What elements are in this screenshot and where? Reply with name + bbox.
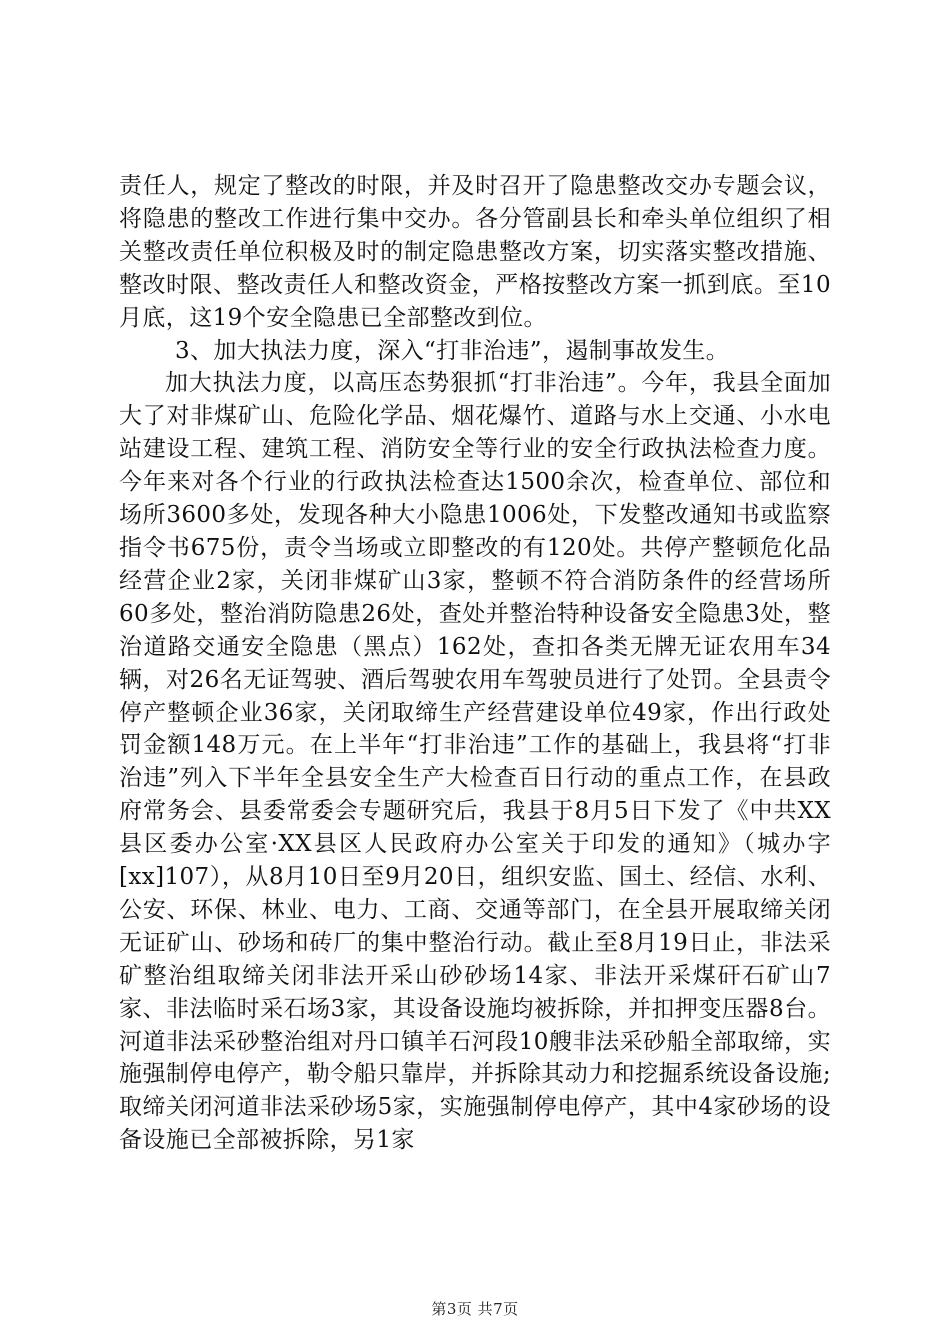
- paragraph-continued: 责任人，规定了整改的时限，并及时召开了隐患整改交办专题会议，将隐患的整改工作进行集中交办。各分管副县长和牵头单位组织了相关整改责任单位积极及时的制定隐患整改方案，切实落实整改措施、整改时限、整改责任人和整改资金，严格按整改方案一抓到底。至10月底，这19个安全隐患已全部整改到位。: [119, 173, 831, 331]
- paragraph-body: 加大执法力度，以高压态势狠抓“打非治违”。今年，我县全面加大了对非煤矿山、危险化学品、烟花爆竹、道路与水上交通、小水电站建设工程、建筑工程、消防安全等行业的安全行政执法检查力度。今年来对各个行业的行政执法检查达1500余次，检查单位、部位和场所3600多处，发现各种大小隐患1006处，下发整改通知书或监察指令书675份，责令当场或立即整改的有120处。共停产整顿危化品经营企业2家，关闭非煤矿山3家，整顿不符合消防条件的经营场所60多处，整治消防隐患26处，查处并整治特种设备安全隐患3处，整治道路交通安全隐患（黑点）162处，查扣各类无牌无证农用车34辆，对26名无证驾驶、酒后驾驶农用车驾驶员进行了处罚。全县责令停产整顿企业36家，关闭取缔生产经营建设单位49家，作出行政处罚金额148万元。在上半年“打非治违”工作的基础上，我县将“打非治违”列入下半年全县安全生产大检查百日行动的重点工作，在县政府常务会、县委常委会专题研究后，我县于8月5日下发了《中共XX县区委办公室·XX县区人民政府办公室关于印发的通知》（城办字[xx]107），从8月10日至9月20日，组织安监、国土、经信、水利、公安、环保、林业、电力、工商、交通等部门，在全县开展取缔关闭无证矿山、砂场和砖厂的集中整治行动。截止至8月19日止，非法采矿整治组取缔关闭非法开采山砂砂场14家、非法开采煤矸石矿山7家、非法临时采石场3家，其设备设施均被拆除，并扣押变压器8台。河道非法采砂整治组对丹口镇羊石河段10艘非法采砂船全部取缔，实施强制停电停产，勒令船只靠岸，并拆除其动力和挖掘系统设备设施;取缔关闭河道非法采砂场5家，实施强制停电停产，其中4家砂场的设备设施已全部被拆除，另1家: [119, 370, 831, 1154]
- section-heading: 3、加大执法力度，深入“打非治违”，遏制事故发生。: [175, 337, 730, 364]
- page-footer: 第3页 共7页: [431, 1300, 519, 1318]
- document-body: [119, 170, 831, 1157]
